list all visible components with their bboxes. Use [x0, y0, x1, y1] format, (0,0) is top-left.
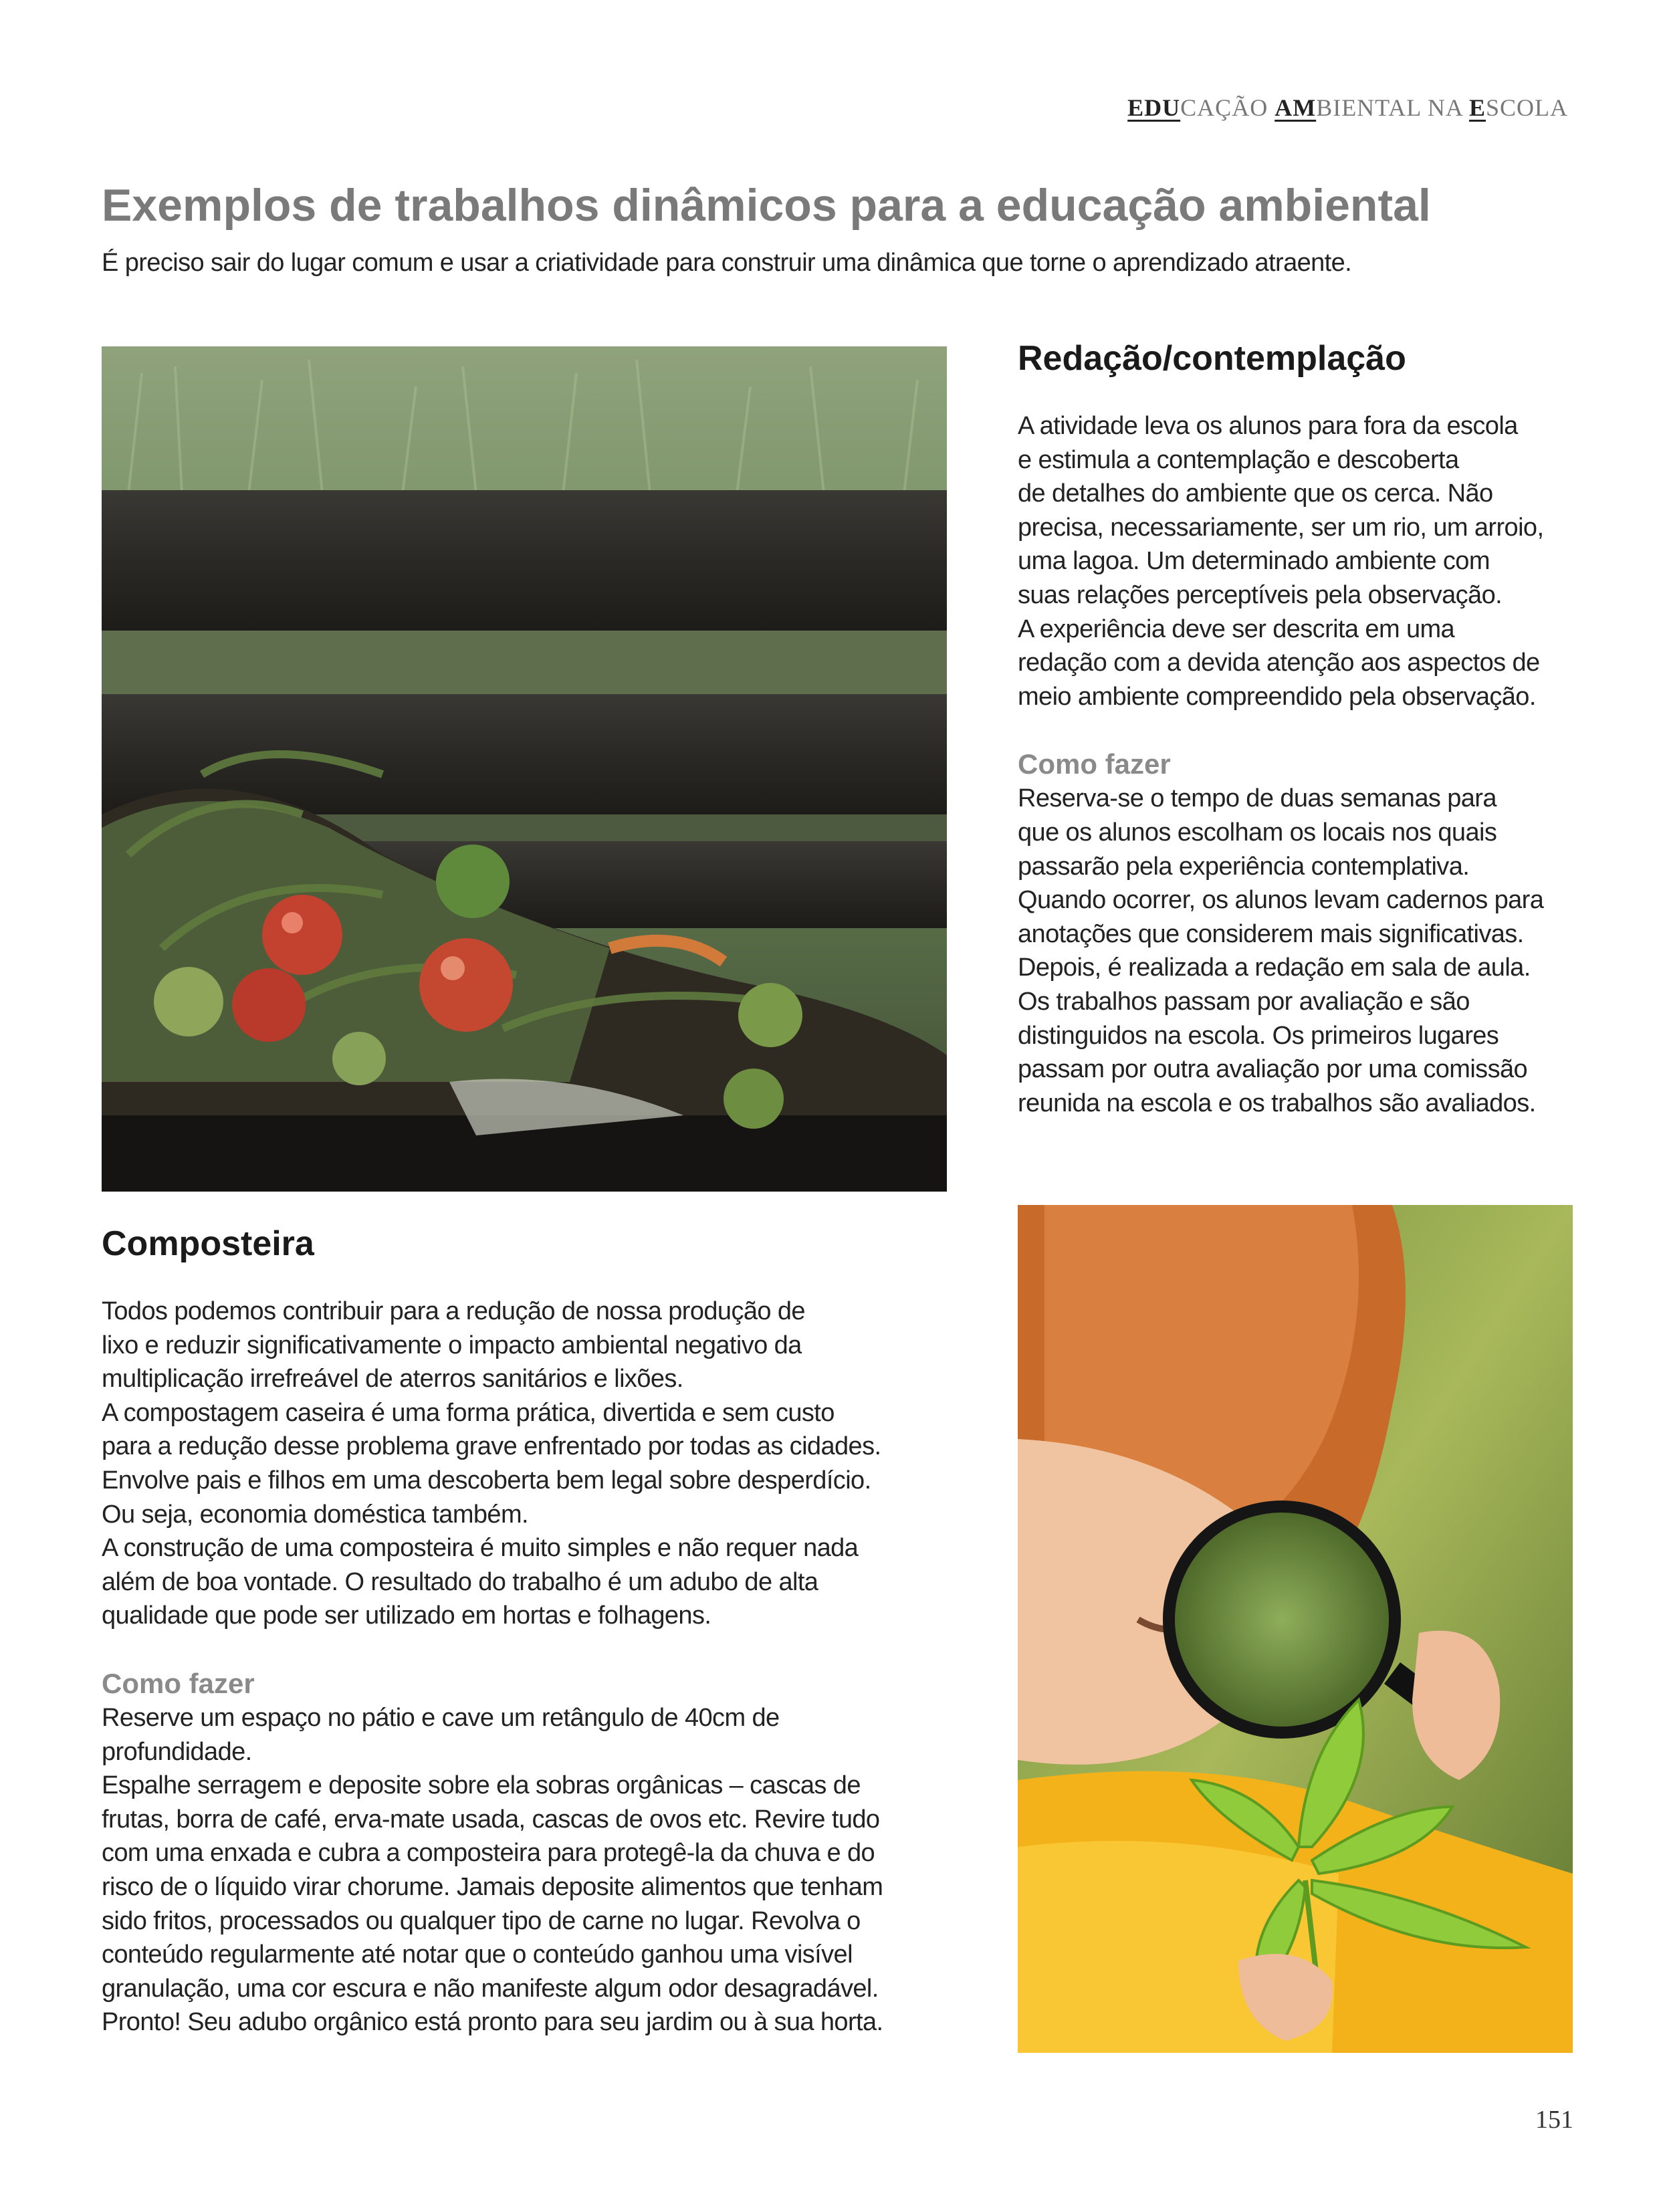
composteira-body: [102, 1295, 964, 1633]
text-line: precisa, necessariamente, ser um rio, um arroio,: [1018, 513, 1544, 542]
redacao-heading: Redação/contemplação: [1018, 339, 1406, 378]
text-line: para a redução desse problema grave enfrentado por todas as cidades.: [102, 1432, 881, 1461]
text-line: A compostagem caseira é uma forma prática, divertida e sem custo: [102, 1398, 835, 1427]
text-line: passam por outra avaliação por uma comissão: [1018, 1055, 1528, 1084]
page-subtitle: É preciso sair do lugar comum e usar a criatividade para construir uma dinâmica que torne o aprendizado atraente.: [102, 249, 1352, 277]
text-line: Pronto! Seu adubo orgânico está pronto para seu jardim ou à sua horta.: [102, 2008, 883, 2037]
text-line: Reserva-se o tempo de duas semanas para: [1018, 784, 1497, 813]
running-header: [1127, 94, 1568, 122]
composteira-heading: Composteira: [102, 1224, 314, 1263]
text-line: multiplicação irrefreável de aterros sanitários e lixões.: [102, 1365, 683, 1394]
text-line: e estimula a contemplação e descoberta: [1018, 445, 1459, 474]
text-line: risco de o líquido virar chorume. Jamais deposite alimentos que tenham: [102, 1872, 883, 1901]
child-magnifying-glass-photo: [1018, 1205, 1573, 2053]
text-line: redação com a devida atenção aos aspectos de: [1018, 649, 1540, 677]
text-line: sido fritos, processados ou qualquer tipo de carne no lugar. Revolva o: [102, 1906, 861, 1935]
redacao-how-body: [1018, 782, 1599, 1120]
text-line: conteúdo regularmente até notar que o conteúdo ganhou uma visível: [102, 1941, 853, 1969]
text-line: Reserve um espaço no pátio e cave um retângulo de 40cm de: [102, 1703, 780, 1732]
composteira-section: [102, 1224, 964, 2039]
text-line: Espalhe serragem e deposite sobre ela sobras orgânicas – cascas de: [102, 1771, 861, 1800]
header-text-3: SCOLA: [1485, 94, 1568, 121]
text-line: passarão pela experiência contemplativa.: [1018, 852, 1470, 881]
text-line: anotações que considerem mais significativas.: [1018, 919, 1524, 948]
text-line: qualidade que pode ser utilizado em hortas e folhagens.: [102, 1601, 711, 1630]
composteira-how-heading: Como fazer: [102, 1667, 255, 1699]
text-line: Todos podemos contribuir para a redução de nossa produção de: [102, 1297, 805, 1325]
page-number: 151: [1535, 2106, 1573, 2134]
text-line: Envolve pais e filhos em uma descoberta bem legal sobre desperdício.: [102, 1466, 871, 1495]
text-line: uma lagoa. Um determinado ambiente com: [1018, 547, 1490, 576]
header-text-2: BIENTAL NA: [1316, 94, 1469, 121]
header-bold-3: E: [1468, 94, 1486, 121]
redacao-section: [1018, 338, 1599, 1120]
text-line: reunida na escola e os trabalhos são avaliados.: [1018, 1089, 1536, 1117]
text-line: frutas, borra de café, erva-mate usada, cascas de ovos etc. Revire tudo: [102, 1805, 880, 1834]
text-line: Ou seja, economia doméstica também.: [102, 1500, 528, 1529]
text-line: com uma enxada e cubra a composteira para protegê-la da chuva e do: [102, 1839, 875, 1868]
redacao-body: [1018, 409, 1599, 713]
text-line: Depois, é realizada a redação em sala de aula.: [1018, 954, 1531, 982]
composteira-how-body: [102, 1701, 964, 2039]
text-line: Quando ocorrer, os alunos levam cadernos para: [1018, 886, 1544, 915]
text-line: A atividade leva os alunos para fora da escola: [1018, 412, 1518, 440]
text-line: que os alunos escolham os locais nos quais: [1018, 818, 1497, 847]
text-line: profundidade.: [102, 1737, 252, 1766]
text-line: A experiência deve ser descrita em uma: [1018, 615, 1455, 643]
text-line: distinguidos na escola. Os primeiros lugares: [1018, 1021, 1499, 1050]
redacao-how-heading: Como fazer: [1018, 748, 1171, 780]
text-line: A construção de uma composteira é muito simples e não requer nada: [102, 1534, 859, 1563]
header-bold-1: EDU: [1127, 94, 1181, 121]
text-line: granulação, uma cor escura e não manifeste algum odor desagradável.: [102, 1974, 879, 2003]
text-line: suas relações perceptíveis pela observação.: [1018, 580, 1503, 609]
header-bold-2: AM: [1275, 94, 1317, 121]
text-line: meio ambiente compreendido pela observação.: [1018, 682, 1536, 711]
text-line: além de boa vontade. O resultado do trabalho é um adubo de alta: [102, 1567, 818, 1596]
header-text-1: CAÇÃO: [1180, 94, 1275, 121]
compost-bin-photo: [102, 346, 947, 1192]
text-line: de detalhes do ambiente que os cerca. Não: [1018, 479, 1493, 508]
text-line: Os trabalhos passam por avaliação e são: [1018, 987, 1470, 1016]
page-title: Exemplos de trabalhos dinâmicos para a educação ambiental: [102, 180, 1431, 231]
text-line: lixo e reduzir significativamente o impacto ambiental negativo da: [102, 1331, 802, 1359]
